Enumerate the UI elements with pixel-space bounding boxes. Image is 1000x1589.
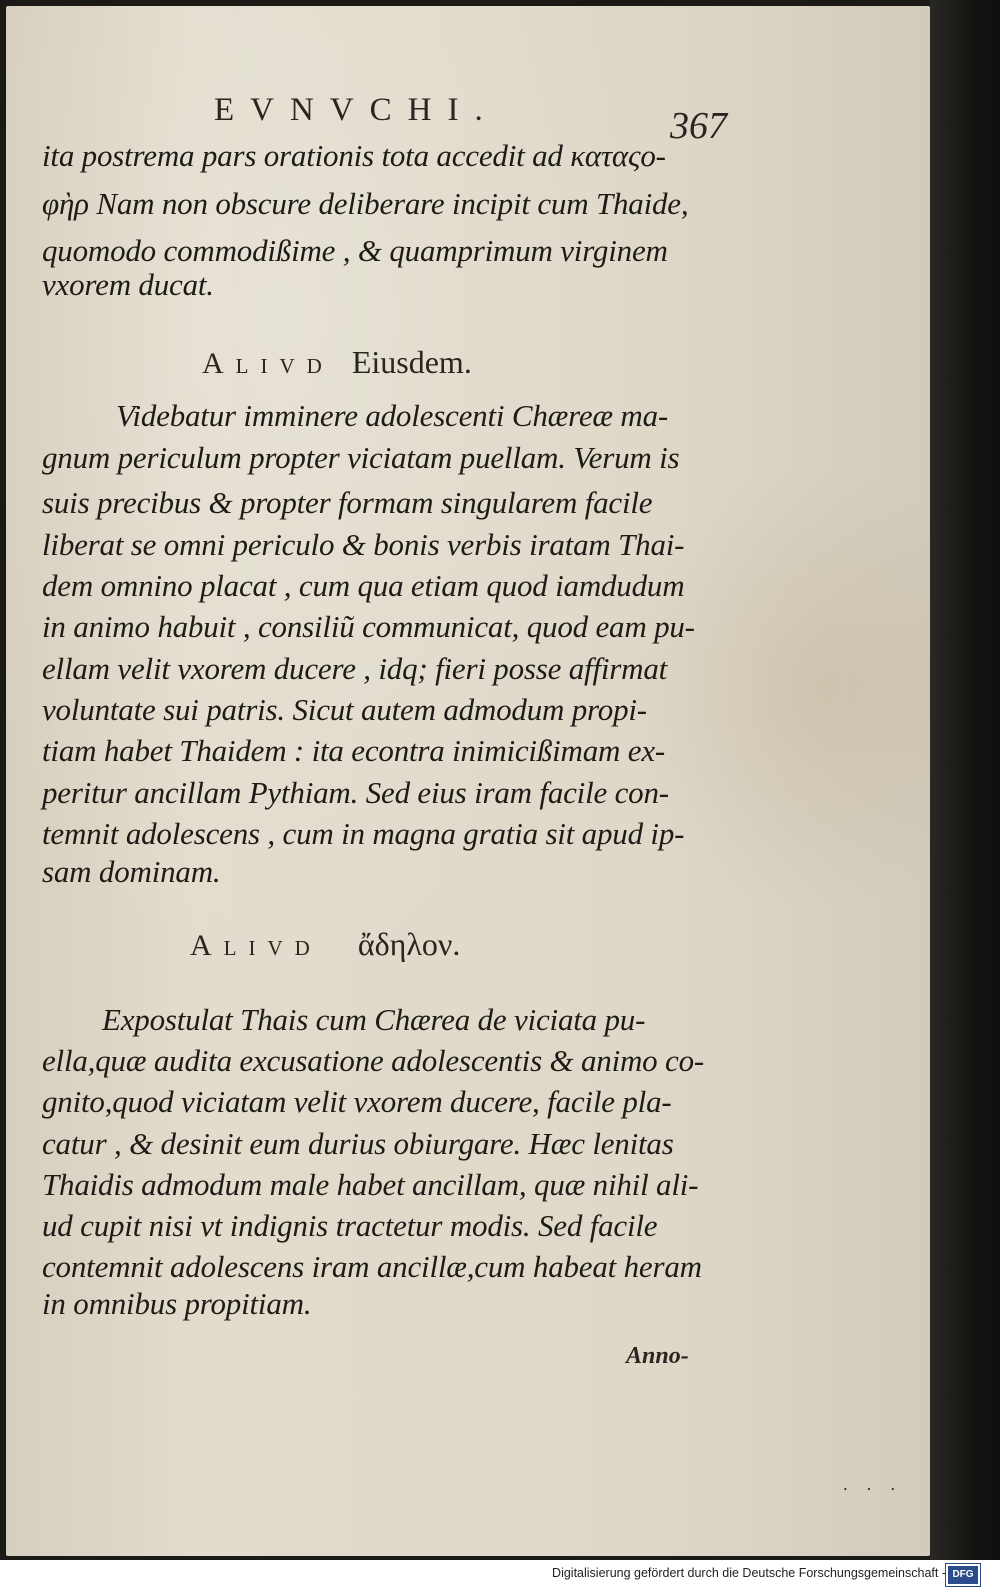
text-line: suis precibus & propter formam singularem facile [42,485,653,520]
text-line: in animo habuit , consiliũ communicat, quod eam pu- [42,609,695,644]
text-line: tiam habet Thaidem : ita econtra inimicißimam ex- [42,733,666,768]
heading-caps: Alivd [190,929,322,962]
text-line: sam dominam. [42,854,221,889]
text-line: ita postrema pars orationis tota accedit ad καταςο- [42,138,666,173]
text-line: gnito,quod viciatam velit vxorem ducere, facile pla- [42,1084,672,1119]
section-heading [202,344,472,381]
text-line: catur , & desinit eum durius obiurgare. Hæc lenitas [42,1126,674,1161]
catchword: Anno- [626,1343,689,1369]
section-heading [190,926,460,963]
heading-caps: Alivd [202,347,334,380]
heading-word: Eiusdem. [351,344,472,380]
text-line: ud cupit nisi vt indignis tractetur modis. Sed facile [42,1208,658,1243]
text-line: Expostulat Thais cum Chærea de viciata pu- [102,1002,646,1037]
text-line: temnit adolescens , cum in magna gratia sit apud ip- [42,816,685,851]
text-line: ella,quæ audita excusatione adolescentis & animo co- [42,1043,705,1078]
page-number: 367 [670,105,727,147]
text-line: Videbatur imminere adolescenti Chæreæ ma- [116,398,669,433]
text-line: liberat se omni periculo & bonis verbis iratam Thai- [42,527,685,562]
text-line: vxorem ducat. [42,267,214,302]
text-line: voluntate sui patris. Sicut autem admodum propi- [42,692,647,727]
heading-word: ἄδηλον. [357,926,461,962]
running-head: EVNVCHI. [214,92,499,128]
text-line: in omnibus propitiam. [42,1286,312,1321]
text-line: φὴρ Nam non obscure deliberare incipit cum Thaide, [42,186,689,221]
text-line: Thaidis admodum male habet ancillam, quæ nihil ali- [42,1167,699,1202]
text-line: gnum periculum propter viciatam puellam. Verum is [42,440,680,475]
text-line: peritur ancillam Pythiam. Sed eius iram facile con- [42,775,669,810]
book-page [6,6,930,1556]
text-line: contemnit adolescens iram ancillæ,cum habeat heram [42,1249,702,1284]
text-line: dem omnino placat , cum qua etiam quod iamdudum [42,568,685,603]
text-line: ellam velit vxorem ducere , idq; fieri posse affirmat [42,651,668,686]
book-edge [930,0,1000,1560]
footer-credit: Digitalisierung gefördert durch die Deutsche Forschungsgemeinschaft - [552,1566,946,1580]
dfg-logo: DFG [946,1564,980,1586]
ink-specks: ˙ ˙ ˙ [842,1484,902,1506]
text-line: quomodo commodißime , & quamprimum virginem [42,233,668,268]
digitization-footer [0,1560,1000,1589]
